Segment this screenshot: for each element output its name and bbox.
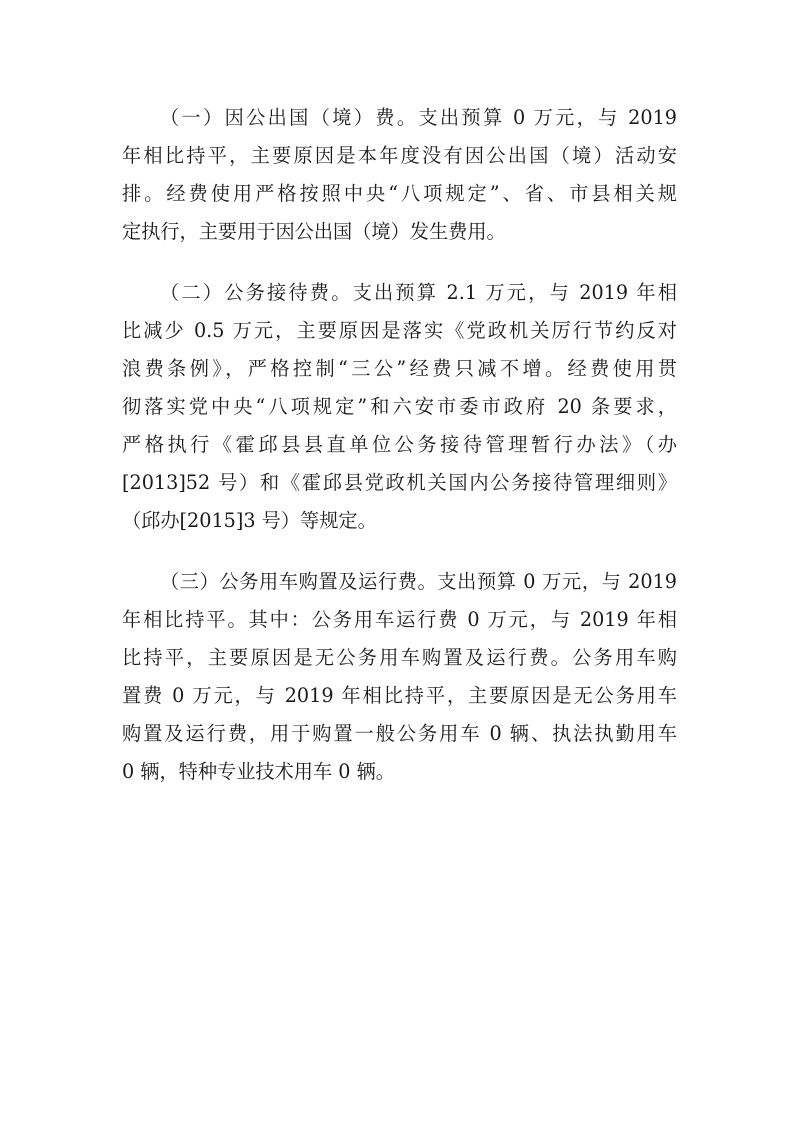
paragraph-line: （三）公务用车购置及运行费。支出预算 0 万元，与 2019 — [160, 570, 677, 593]
paragraph-line: 比持平，主要原因是无公务用车购置及运行费。公务用车购 — [122, 646, 677, 669]
paragraph-line: （二）公务接待费。支出预算 2.1 万元，与 2019 年相 — [160, 281, 677, 304]
paragraph-line: 购置及运行费，用于购置一般公务用车 0 辆、执法执勤用车 — [122, 722, 677, 745]
paragraph-line: 0 辆，特种专业技术用车 0 辆。 — [122, 760, 395, 783]
paragraph-line: 置费 0 万元，与 2019 年相比持平，主要原因是无公务用车 — [122, 684, 677, 707]
paragraph-line: （一）因公出国（境）费。支出预算 0 万元，与 2019 — [160, 106, 677, 129]
paragraph-line: 年相比持平，主要原因是本年度没有因公出国（境）活动安 — [122, 144, 677, 167]
paragraph-line: 比减少 0.5 万元，主要原因是落实《党政机关厉行节约反对 — [122, 319, 677, 342]
paragraph-line: [2013]52 号）和《霍邱县党政机关国内公务接待管理细则》 — [122, 471, 677, 494]
paragraph-line: 严格执行《霍邱县县直单位公务接待管理暂行办法》（办 — [122, 433, 677, 456]
paragraph-line: 彻落实党中央“八项规定”和六安市委市政府 20 条要求， — [122, 395, 677, 418]
paragraph-line: 浪费条例》，严格控制“三公”经费只减不增。经费使用贯 — [122, 357, 677, 380]
paragraph-line: 排。经费使用严格按照中央“八项规定”、省、市县相关规 — [122, 182, 677, 205]
paragraph-line: 年相比持平。其中：公务用车运行费 0 万元，与 2019 年相 — [122, 608, 677, 631]
paragraph-line: （邱办[2015]3 号）等规定。 — [122, 509, 377, 532]
paragraph-line: 定执行，主要用于因公出国（境）发生费用。 — [122, 220, 506, 243]
